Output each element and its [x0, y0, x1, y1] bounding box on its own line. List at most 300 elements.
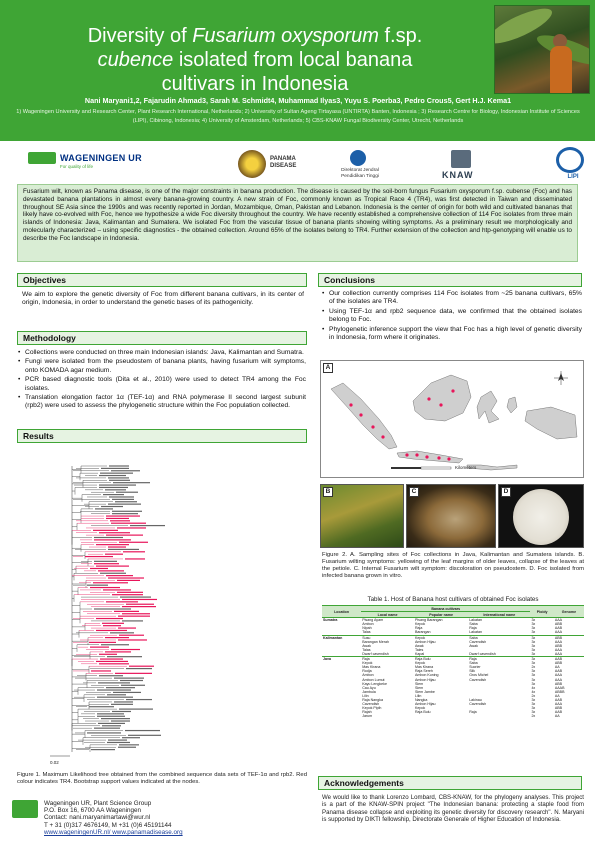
table-cell: 4x: [531, 685, 536, 690]
table-cell: ABB: [554, 681, 563, 686]
table-cell: 3x: [531, 710, 536, 715]
table-cell: AAA: [554, 639, 563, 644]
table-cell: AAB: [554, 669, 563, 674]
tree-taxon-label: [111, 470, 140, 471]
table-cell: Awak: [362, 643, 371, 648]
table-cell: Awak: [414, 643, 424, 648]
tree-taxon-label: [99, 654, 117, 655]
table-cell: Rajah: [362, 710, 372, 715]
table-cell: Lilin: [362, 693, 369, 698]
tree-taxon-label: [111, 523, 146, 524]
table-cell: AAB: [554, 697, 563, 702]
table-cell: 3x: [530, 618, 553, 623]
figure-label: A: [323, 363, 333, 373]
tree-taxon-label: [90, 568, 108, 569]
table-cell: AAAB: [554, 685, 565, 690]
table-cell: Pisang Barangan: [414, 618, 468, 623]
tree-taxon-label: [118, 616, 150, 617]
table-cell: Java: [322, 657, 361, 662]
tree-taxon-label: [94, 539, 131, 540]
table-cell: Raja Bulu: [414, 657, 468, 662]
table-cell: Saba: [469, 661, 478, 666]
tree-taxon-label: [89, 642, 116, 643]
tree-taxon-label: [99, 675, 123, 676]
knaw-mark-icon: [451, 150, 471, 168]
tree-taxon-label: [111, 649, 140, 650]
tree-taxon-label: [94, 537, 123, 538]
tree-taxon-label: [118, 639, 147, 640]
tree-taxon-label: [107, 742, 130, 743]
table-cell: AAA: [554, 647, 563, 652]
table-cell: Saba: [468, 635, 530, 640]
tree-taxon-label: [110, 520, 130, 521]
tree-taxon-label: [99, 487, 128, 488]
table-cell: Ambon Kuning: [414, 673, 439, 678]
tree-taxon-label: [123, 551, 145, 552]
lipi-logo: LIPI: [556, 147, 584, 180]
tree-taxon-label: [103, 494, 124, 495]
tree-taxon-label: [125, 730, 160, 731]
tree-taxon-label: [108, 739, 127, 740]
table-cell: Kepok: [414, 706, 426, 711]
list-item: • Using TEF-1α and rpb2 sequence data, we confirmed that the obtained isolates belong to Foc.: [322, 308, 582, 325]
tree-taxon-label: [128, 735, 161, 736]
poster-title: [30, 24, 480, 96]
tree-taxon-label: [118, 747, 136, 748]
tree-taxon-label: [94, 563, 119, 564]
petri-dish: [513, 489, 569, 545]
table-cell: Nangka: [414, 697, 428, 702]
wilting-symptom-photo: [320, 484, 404, 548]
table-cell: 3x: [531, 681, 536, 686]
tree-taxon-label: [112, 513, 138, 514]
table-cell: 3x: [531, 630, 536, 635]
tree-taxon-label: [111, 704, 133, 705]
table-cell: Talas: [362, 630, 371, 635]
wur-mark-icon: [28, 152, 56, 164]
table-cell: Siem: [414, 685, 424, 690]
tree-taxon-label: [112, 594, 143, 595]
methodology-heading: Methodology: [17, 331, 307, 345]
panama-mark-icon: [238, 150, 266, 178]
table-header: Genome: [554, 606, 584, 618]
table-cell: Raja Nangka: [362, 697, 383, 702]
list-item: • Phylogenetic inference support the view that Foc has a high level of genetic diversity in Indonesia, form where it originates.: [322, 326, 582, 343]
tree-taxon-label: [91, 670, 111, 671]
table-cell: 2x: [531, 693, 536, 698]
tree-taxon-label: [126, 699, 152, 700]
tree-taxon-label: [101, 468, 129, 469]
panama-disease-logo: PANAMA DISEASE: [238, 150, 266, 178]
table-cell: Mas Kirana: [362, 665, 381, 670]
table-cell: Dwarf cavendish: [362, 651, 389, 656]
table-cell: Lilin: [414, 693, 422, 698]
table-cell: Cavendish: [362, 702, 380, 707]
results-heading: Results: [17, 429, 307, 443]
tree-scale-label: 0.02: [50, 760, 59, 765]
tree-taxon-label: [105, 554, 123, 555]
tree-taxon-label: [112, 511, 142, 512]
table-cell: Ambon: [362, 673, 374, 678]
table-cell: AAA: [554, 677, 563, 682]
tree-taxon-label: [114, 611, 139, 612]
table-cell: 3x: [531, 697, 536, 702]
tree-taxon-label: [94, 728, 120, 729]
table-cell: AAA: [554, 618, 584, 623]
tree-taxon-label: [96, 544, 129, 545]
tree-taxon-label: [106, 535, 143, 536]
table-cell: Sucrier: [469, 665, 481, 670]
tree-taxon-label: [102, 725, 121, 726]
table-cell: Silk: [469, 669, 475, 674]
objectives-heading: Objectives: [17, 273, 307, 287]
dikti-mark-icon: [350, 150, 366, 166]
tree-taxon-label: [105, 637, 129, 638]
table-cell: AAA: [554, 630, 563, 635]
table-cell: Raja: [414, 626, 423, 631]
tree-taxon-label: [106, 687, 135, 688]
tree-taxon-label: [96, 661, 128, 662]
contact-email: Contact: nani.maryanimartawi@wur.nl: [44, 814, 151, 822]
list-item: • Our collection currently comprises 114 Foc isolates from ~25 banana cultivars, 65% of the isolates are TR4.: [322, 290, 582, 307]
tree-taxon-label: [111, 720, 130, 721]
tree-taxon-label: [107, 656, 142, 657]
header-photo: [494, 5, 590, 94]
table-cell: 3x: [531, 651, 536, 656]
table-cell: Tales: [414, 647, 424, 652]
tree-taxon-label: [119, 635, 144, 636]
table-row: [322, 714, 584, 718]
tree-taxon-label: [117, 527, 146, 528]
tree-taxon-label: [89, 706, 114, 707]
table-cell: Saba: [469, 622, 478, 627]
tree-taxon-label: [125, 558, 145, 559]
tree-taxon-label: [108, 549, 139, 550]
table-cell: Kepok: [414, 661, 426, 666]
tree-taxon-label: [87, 732, 121, 733]
title-text: cultivars in Indonesia: [161, 73, 349, 95]
contact-phone: T + 31 (0)317 4676149, M +31 (0)6 45191144: [44, 821, 172, 829]
table-header: Ploidy: [530, 606, 553, 618]
tree-taxon-label: [91, 749, 115, 750]
table-cell: Kayu Lengkeke: [362, 681, 387, 686]
table-cell: Jarum: [362, 714, 373, 719]
table-cell: Siem Jambe: [414, 689, 435, 694]
table-cell: Talas: [362, 647, 371, 652]
tree-taxon-label: [122, 737, 140, 738]
tree-taxon-label: [122, 620, 143, 621]
table-cell: Barangan: [414, 630, 431, 635]
table-cell: Cau Ayu: [362, 685, 376, 690]
tree-taxon-label: [112, 499, 134, 500]
lipi-mark-icon: [556, 147, 584, 173]
tree-taxon-label: [108, 577, 144, 578]
tree-taxon-label: [106, 575, 133, 576]
table-cell: Rodja: [362, 669, 372, 674]
table-cell: 4x: [531, 689, 536, 694]
tree-taxon-label: [109, 465, 129, 466]
tree-taxon-label: [101, 644, 129, 645]
table-cell: Cavendish: [469, 677, 487, 682]
tree-taxon-label: [90, 647, 109, 648]
table-cell: Kepok: [362, 661, 373, 666]
table-cell: AAB: [554, 710, 563, 715]
table-cell: Ambon Hijau: [414, 639, 436, 644]
authors: Nani Maryani1,2, Fajarudin Ahmad3, Sarah M. Schmidt4, Muhammad Ilyas3, Yuyu S. Poerba3, Pedro Crous5, Gert H.J. Kema1: [84, 96, 512, 105]
pseudostem-photo: [406, 484, 496, 548]
table-cell: Raja: [469, 626, 477, 631]
tree-taxon-label: [108, 546, 126, 547]
table-cell: 3x: [531, 643, 536, 648]
tree-taxon-label: [110, 632, 134, 633]
table-cell: 3x: [530, 657, 553, 662]
objectives-text: We aim to explore the genetic diversity of Foc from different banana cultivars, in its center of origin, Indonesia, in order to understand the genetic bases of its pathogenicity.: [22, 291, 304, 307]
table-cell: Lakinau: [469, 697, 482, 702]
title-italic: Fusarium oxysporum: [192, 25, 379, 47]
figure-label: B: [323, 487, 333, 497]
table-cell: 3x: [531, 706, 536, 711]
table1-title: Table 1. Host of Banana host cultivars of obtained Foc isolates: [367, 596, 539, 603]
tree-taxon-label: [106, 518, 129, 519]
tree-taxon-label: [116, 492, 138, 493]
table-cell: [468, 714, 530, 718]
tree-taxon-label: [85, 556, 113, 557]
tree-taxon-label: [103, 589, 131, 590]
table-cell: Ambon Lumut: [362, 677, 385, 682]
table-group-header: Banana cultivars: [361, 606, 530, 612]
tree-taxon-label: [97, 716, 125, 717]
tree-taxon-label: [99, 484, 136, 485]
affiliations: 1) Wageningen University and Research Center, Plant Research International, Netherlands; 2) University of Sultan Ageng Tirtayasa (UNTIRTA) Banten, Indonesia ; 3) Research Centre for Biology, Indonesian Institute of Sciences (LIPI), Cibinong, Indonesia; 4) University of Amsterdam, Netherlands; 5) CBS-KNAW Fungal Biodiversity Center, Utrecht, Netherlands: [16, 109, 580, 124]
table-cell: 3x: [531, 622, 536, 627]
tree-taxon-label: [106, 515, 140, 516]
tree-taxon-label: [96, 618, 123, 619]
table-cell: Lakatan: [468, 618, 530, 623]
table-cell: Raja: [469, 710, 477, 715]
table-cell: Kepok Pipih: [362, 706, 382, 711]
table-cell: ABB: [554, 622, 563, 627]
table-cell: [414, 714, 468, 718]
table-cell: ABB: [554, 661, 563, 666]
table-cell: 2x: [531, 714, 536, 719]
table-cell: Cavendish: [469, 639, 487, 644]
table-cell: Ambon Hijau: [414, 702, 436, 707]
tree-taxon-label: [96, 566, 129, 567]
conclusions-list: [322, 290, 582, 343]
conclusions-heading: Conclusions: [318, 273, 582, 287]
tree-taxon-label: [113, 482, 150, 483]
table-cell: Pisang Ayam: [361, 618, 414, 623]
introduction: Fusarium wilt, known as Panama disease, is one of the major constraints in banana production. The disease is caused by the soil-born fungus Fusarium oxysporum f.sp. cubense (Foc) and has devastated banana plantations in almost every banana-growing country. A new strain of Foc, commonly known as Tropical Race 4 (TR4), was first detected in Taiwan and disseminated throughout SE Asia since the 1990s and was recently reported in Jordan, Mozambique, Oman, Pakistan and Lebanon. Indonesia is the center of origin for both wild and cultivated bananas that likely have co-evolved with Foc, hence we hypothesize a wide Foc diversity throughout the country. We have recently established a comprehensive collection of 114 Foc isolates from three main islands of Indonesia: Java, Kalimantan and Sumatera. We isolated Foc from the vascular tissue of banana plants showing wilting symptoms. As a preliminary result we morphologically and molecularly characterized – using specific diagnostics - the obtained collection. Around 65% of the isolates belong to TR4. Further extension of the collection and htp-genotyping will enable us to describe the Foc landscape in Indonesia.: [17, 184, 578, 262]
wageningen-logo: WAGENINGEN UR For quality of life: [28, 152, 142, 164]
wur-small-logo-icon: [12, 800, 38, 818]
table-cell: Dwarf cavendish: [469, 651, 496, 656]
table-cell: Raja: [468, 657, 530, 662]
tree-taxon-label: [87, 585, 108, 586]
sampling-map: [320, 360, 584, 478]
indonesia-map: [321, 361, 585, 479]
table-cell: 3x: [531, 673, 536, 678]
tree-taxon-label: [122, 599, 157, 600]
tree-taxon-label: [120, 680, 143, 681]
table-cell: 3x: [531, 647, 536, 652]
tree-taxon-label: [106, 601, 138, 602]
tree-taxon-label: [119, 744, 139, 745]
table-cell: 3x: [531, 661, 536, 666]
methodology-list: [18, 349, 306, 412]
tree-taxon-label: [122, 606, 156, 607]
tree-taxon-label: [102, 623, 124, 624]
list-item: • Collections were conducted on three main Indonesian islands: Java, Kalimantan and Sumatra.: [18, 349, 306, 357]
acknowledgements-text: We would like to thank Lorenzo Lombard, CBS-KNAW, for the phylogeny analyses. This project is a part of the KNAW-SPIN project "The Indonesian banana: protecting a staple food from Panama disease collapse and exploiting its genetic diversity for discovery research". N. Maryani is supported by DIKTI fellowship, Directorate Generale of Higher Education of Indonesia.: [322, 794, 584, 823]
tree-taxon-label: [112, 711, 131, 712]
contact-line: P.O. Box 16, 6700 AA Wageningen: [44, 807, 141, 815]
tree-taxon-label: [100, 658, 123, 659]
table-cell: Gros Michel: [469, 673, 489, 678]
tree-taxon-label: [94, 608, 131, 609]
tree-taxon-label: [114, 701, 133, 702]
tree-taxon-label: [94, 561, 117, 562]
tree-taxon-label: [100, 473, 133, 474]
tree-taxon-label: [108, 504, 141, 505]
petri-dish-photo: [498, 484, 584, 548]
contact-line: Wageningen UR, Plant Science Group: [44, 800, 152, 807]
title-text: isolated from local banana: [173, 49, 413, 71]
tree-taxon-label: [119, 709, 153, 710]
tree-taxon-label: [129, 666, 154, 667]
map-scale-label: Kilometers: [455, 465, 477, 470]
tree-taxon-label: [117, 580, 140, 581]
table-cell: Ambon: [362, 622, 374, 627]
table-cell: Ambon Hijau: [414, 677, 436, 682]
tree-taxon-label: [109, 480, 130, 481]
table-cell: AAA: [554, 702, 563, 707]
table-cell: AA: [554, 714, 560, 719]
list-item: • Fungi were isolated from the pseudostem of banana plants, having fusarium wilt symptoms, onto KOMADA agar medium.: [18, 358, 306, 375]
table-header: International name: [468, 612, 530, 618]
tree-taxon-label: [113, 692, 141, 693]
tree-taxon-label: [99, 475, 126, 476]
tree-taxon-label: [109, 496, 134, 497]
table-cell: ABB: [554, 706, 563, 711]
tree-taxon-label: [97, 713, 124, 714]
table-cell: Cavendish: [469, 702, 487, 707]
tree-taxon-label: [99, 532, 130, 533]
figure1-caption: Figure 1. Maximum Likelihood tree obtained from the combined sequence data sets of TEF-1α and rpb2. Red colour indicates TR4. Bootstrap support values indicated at the nodes.: [17, 772, 307, 785]
tree-taxon-label: [101, 718, 130, 719]
tree-taxon-label: [105, 489, 126, 490]
tree-taxon-label: [97, 697, 133, 698]
tree-taxon-label: [100, 573, 126, 574]
table-cell: ABB: [554, 643, 563, 648]
table-cell: Lakatan: [469, 630, 482, 635]
table-header: Local name: [361, 612, 414, 618]
table-cell: 3x: [531, 702, 536, 707]
tree-taxon-label: [115, 501, 137, 502]
table-cell: Kapal: [414, 651, 425, 656]
table-cell: 3x: [531, 677, 536, 682]
tree-taxon-label: [105, 651, 131, 652]
table-cell: Siem: [414, 681, 424, 686]
tree-taxon-label: [96, 630, 127, 631]
table-cell: Awak: [469, 643, 478, 648]
figure-label: C: [409, 487, 419, 497]
tree-taxon-label: [126, 668, 152, 669]
tree-taxon-label: [99, 663, 129, 664]
table-cell: Susu: [361, 635, 414, 640]
tree-taxon-label: [97, 689, 131, 690]
table-cell: Barangan Merah: [362, 639, 389, 644]
tree-taxon-label: [98, 682, 130, 683]
tree-taxon-label: [93, 530, 118, 531]
tree-taxon-label: [118, 627, 136, 628]
tree-taxon-label: [101, 506, 123, 507]
tree-taxon-label: [115, 673, 152, 674]
table-header: Popular name: [414, 612, 468, 618]
tree-taxon-label: [122, 613, 150, 614]
table-cell: ABB: [554, 635, 584, 640]
tree-taxon-label: [130, 525, 165, 526]
table-cell: Raja Sereh: [414, 669, 433, 674]
tree-taxon-label: [98, 570, 124, 571]
tree-taxon-label: [120, 596, 151, 597]
tree-taxon-label: [95, 508, 113, 509]
host-cultivar-table: [322, 605, 584, 718]
title-text: Diversity of: [87, 25, 193, 47]
title-italic: cubence: [97, 49, 174, 71]
table-cell: Sumatra: [322, 618, 361, 623]
title-text: f.sp.: [378, 25, 423, 47]
website-link[interactable]: www.wageningenUR.nl/ www.panamadisease.org: [44, 828, 183, 836]
tree-taxon-label: [114, 678, 144, 679]
tree-taxon-label: [119, 542, 148, 543]
table-cell: AAA: [554, 673, 563, 678]
table-cell: ABBB: [554, 689, 565, 694]
table-cell: 2x: [531, 665, 536, 670]
table-cell: AAB: [554, 626, 563, 631]
figure-label: D: [501, 487, 511, 497]
table-cell: AA: [554, 665, 560, 670]
tree-taxon-label: [90, 587, 120, 588]
tree-taxon-label: [107, 694, 126, 695]
tree-taxon-label: [93, 582, 128, 583]
figure2-caption: Figure 2. A. Sampling sites of Foc collections in Java, Kalimantan and Sumatera islands. B. Fusarium wilting symptoms: yellowing of the leaf margins of older leaves, collapse of the leaves at the petiole. C. Internal Fusarium wilt symptom: discoloration on pseudostem. D. Foc isolated from infected banana grown in vitro.: [322, 552, 584, 579]
table-header: Location: [322, 606, 361, 618]
table-cell: Kalimantan: [322, 635, 361, 640]
table-cell: Kepok: [414, 622, 426, 627]
list-item: • PCR based diagnostic tools (Dita et al., 2010) were used to detect TR4 among the Foc isolates.: [18, 376, 306, 393]
table-cell: Jambula: [362, 689, 376, 694]
table-cell: Nipah: [362, 626, 372, 631]
tree-taxon-label: [103, 625, 121, 626]
knaw-logo: KNAW: [442, 150, 474, 180]
table-cell: 3x: [530, 635, 553, 640]
table-cell: 3x: [531, 639, 536, 644]
table-cell: AAA: [554, 651, 563, 656]
table-cell: 3x: [531, 626, 536, 631]
table-cell: 3x: [531, 669, 536, 674]
tree-taxon-label: [117, 592, 143, 593]
table-cell: [322, 714, 361, 718]
acknowledgements-heading: Acknowledgements: [318, 776, 582, 790]
table-cell: Raja Bulu: [414, 710, 431, 715]
table-cell: Kepok: [414, 635, 468, 640]
table-cell: AA: [554, 693, 560, 698]
tree-taxon-label: [121, 685, 145, 686]
table-cell: Mas Kirana: [414, 665, 434, 670]
table-cell: Raja: [361, 657, 414, 662]
table-cell: AAB: [554, 657, 584, 662]
